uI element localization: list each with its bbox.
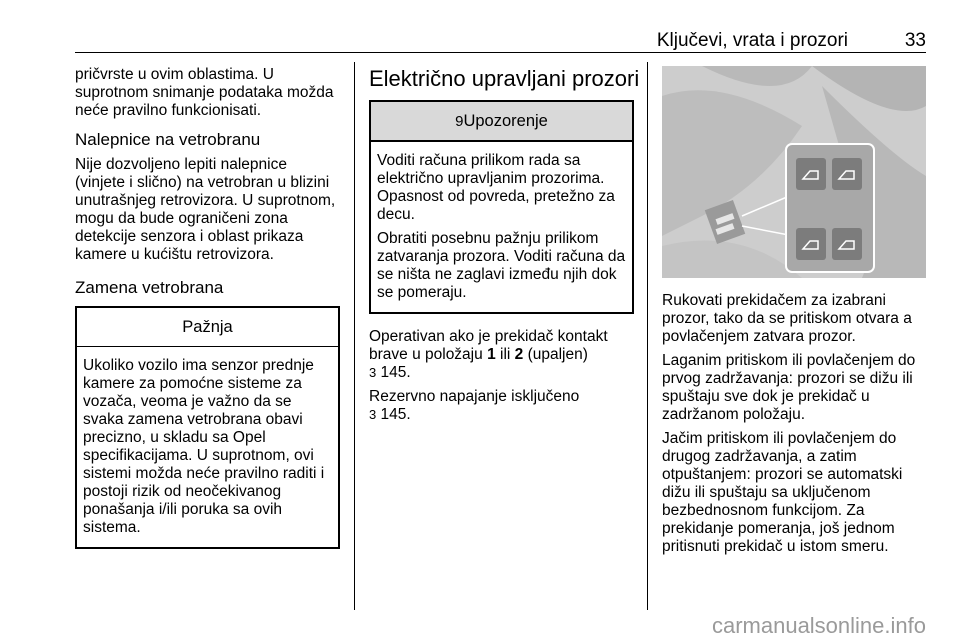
warning-box xyxy=(369,100,634,314)
watermark: carmanualsonline.info xyxy=(711,613,926,638)
warning-paragraph-1: Voditi računa prilikom rada sa električno upravljanim prozorima. Opasnost od povreda, pretežno za decu. xyxy=(377,152,615,223)
notice-box xyxy=(75,306,340,549)
notice-body xyxy=(77,347,338,547)
window-switch-illustration xyxy=(662,66,926,278)
ignition-position-2: 2 xyxy=(514,346,524,363)
header-rule xyxy=(75,52,926,53)
column-divider-1 xyxy=(354,62,355,610)
warning-triangle-icon: 9 xyxy=(455,113,464,130)
notice-title: Pažnja xyxy=(77,308,338,347)
page-ref-arrow-icon: 3 xyxy=(369,407,377,422)
operation-page-ref[interactable]: 145. xyxy=(376,364,411,381)
operation-text-or: ili xyxy=(495,346,515,363)
operation-text: Operativan ako je prekidač kontakt brave u položaju xyxy=(369,328,608,363)
column-3-paragraph-1: Rukovati prekidačem za izabrani prozor, tako da se pritiskom otvara a povlačenjem zatvara prozor. xyxy=(662,292,912,345)
warning-paragraph-2: Obratiti posebnu pažnju prilikom zatvaranja prozora. Voditi računa da se ništa ne zaglavi između njih dok se pomeraju. xyxy=(377,230,626,301)
column-3-paragraph-3: Jačim pritiskom ili povlačenjem do drugog zadržavanja, a zatim otpuštanjem: prozori se automatski dižu ili spuštaju sa uključenom bezbednosnom funkcijom. Za prekidanje pomeranja, još jednom pritisnuti prekidač u istom smeru. xyxy=(662,430,903,555)
operation-text-on: (upaljen) xyxy=(523,346,588,363)
backup-paragraph xyxy=(369,388,634,424)
intro-paragraph: pričvrste u ovim oblastima. U suprotnom snimanje podataka možda neće pravilno funkcionisati. xyxy=(75,66,334,119)
column-2 xyxy=(369,66,640,430)
warning-body xyxy=(371,142,632,312)
backup-page-ref[interactable]: 145. xyxy=(376,406,411,423)
header-title: Ključevi, vrata i prozori xyxy=(656,30,848,51)
warning-header xyxy=(371,102,632,142)
column-3-paragraph-2: Laganim pritiskom ili povlačenjem do prvog zadržavanja: prozori se dižu ili spuštaju sve dok je prekidač u zadržanom položaju. xyxy=(662,352,916,423)
column-divider-2 xyxy=(647,62,648,610)
ignition-position-1: 1 xyxy=(487,346,496,363)
page-ref-arrow-icon: 3 xyxy=(369,365,377,380)
replace-heading: Zamena vetrobrana xyxy=(75,278,224,297)
column-3 xyxy=(662,66,926,562)
sticker-heading: Nalepnice na vetrobranu xyxy=(75,130,261,149)
warning-title: Upozorenje xyxy=(463,112,548,130)
operation-paragraph xyxy=(369,328,634,382)
sticker-paragraph: Nije dozvoljeno lepiti nalepnice (vinjete i slično) na vetrobran u blizini unutrašnjeg retrovizora. U suprotnom, mogu da bude ograničeni zona detekcije senzora i oblast prikaza kamere u kućištu retrovizora. xyxy=(75,156,336,263)
backup-text: Rezervno napajanje isključeno xyxy=(369,388,580,405)
window-switch-photo xyxy=(662,66,926,278)
section-heading: Električno upravljani prozori xyxy=(369,66,640,91)
column-1 xyxy=(75,66,340,563)
page-number: 33 xyxy=(904,30,926,51)
notice-text: Ukoliko vozilo ima senzor prednje kamere za pomoćne sisteme za vozača, veoma je važno da se svaka zamena vetrobrana obavi precizno, u skladu sa Opel specifikacijama. U suprotnom, ovi sistemi možda neće pravilno raditi i postoji rizik od neočekivanog ponašanja i/ili poruka sa ovih sistema. xyxy=(83,357,325,536)
